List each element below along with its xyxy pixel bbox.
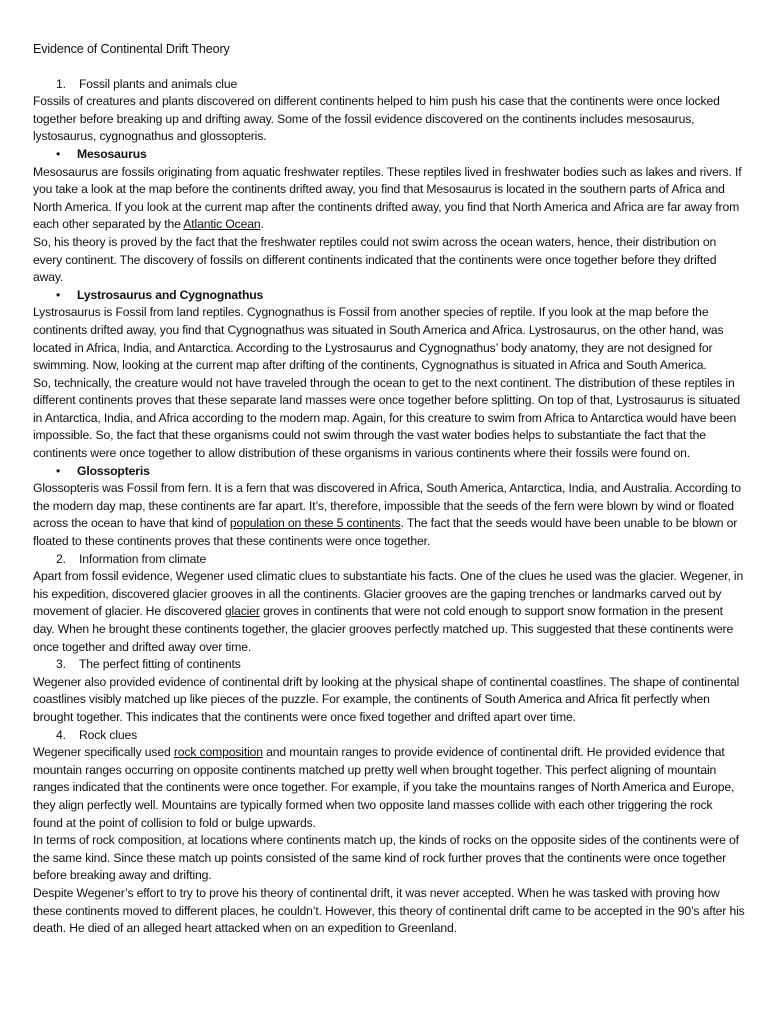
text-run: Glossopteris was Fossil from fern. It is a fern that was discovered in Africa, South America, Antarctica, India, and Australia. According to the modern day map, these continents are far apart. It’s, therefore, impossible that the seeds of the fern were blown by wind or floated across the ocean to have that kind of bbox=[33, 481, 741, 531]
paragraph-lystrosaurus-1: Lystrosaurus is Fossil from land reptiles. Cygnognathus is Fossil from another species of reptile. If you look at the map before the continents drifted away, you find that Cygnognathus was situated in South America and Africa. Lystrosaurus, on the other hand, was located in Africa, India, and Antarctica. According to the Lystrosaurus and Cygnognathus’ body anatomy, they are not designed for swimming. Now, looking at the current map after drifting of the continents, Cygnognathus is situated in Africa and South America. bbox=[33, 305, 724, 373]
text-run: Wegener specifically used bbox=[33, 745, 174, 760]
text-run: groves in continents that were not cold enough to support snow formation in the present day. When he brought these continents together, the glacier grooves perfectly matched up. This suggested that these continents were once together and drifted away over time. bbox=[33, 604, 734, 654]
section-heading-fossils bbox=[33, 76, 745, 94]
subheading-text: Lystrosaurus and Cygnognathus bbox=[77, 287, 264, 302]
link-atlantic-ocean[interactable]: Atlantic Ocean bbox=[183, 217, 261, 232]
section-heading-text: Rock clues bbox=[79, 727, 138, 742]
paragraph-fossils-intro: Fossils of creatures and plants discovered on different continents helped to him push his case that the continents were once locked together before breaking up and drifting away. Some of the fossil evidence discovered on the continents includes mesosaurus, lystosaurus, cygnognathus and glossopteris. bbox=[33, 94, 720, 144]
paragraph-glossopteris bbox=[33, 480, 745, 550]
section-number: 1. bbox=[56, 76, 66, 91]
section-number: 2. bbox=[56, 551, 66, 566]
paragraph-mesosaurus-1 bbox=[33, 164, 745, 234]
section-heading-text: Information from climate bbox=[79, 551, 207, 566]
link-population-continents[interactable]: population on these 5 continents bbox=[229, 516, 401, 531]
link-rock-composition[interactable]: rock composition bbox=[173, 745, 263, 760]
section-number: 4. bbox=[56, 727, 66, 742]
text-run: . The fact that the seeds would have been unable to be blown or floated to these continents proves that these continents were once together. bbox=[33, 516, 738, 549]
paragraph-rock-2: In terms of rock composition, at locations where continents match up, the kinds of rocks on the opposite sides of the continents were of the same kind. Since these match up points consisted of the same kind of rock further proves that the continents were once together before breaking away and drifting. bbox=[33, 833, 739, 883]
bullet-icon: • bbox=[56, 463, 61, 478]
section-heading-text: The perfect fitting of continents bbox=[79, 657, 241, 672]
subheading-mesosaurus bbox=[33, 146, 745, 164]
text-run: Mesosaurus are fossils originating from aquatic freshwater reptiles. These reptiles lived in freshwater bodies such as lakes and rivers. If you take a look at the map before the continents drifted away, you find that Mesosaurus is located in the southern parts of Africa and North America. If you look at the current map after the continents drifted away, you find that North America and Africa are far away from each other separated by the bbox=[33, 164, 742, 232]
document-title: Evidence of Continental Drift Theory bbox=[33, 42, 230, 56]
subheading-lystrosaurus bbox=[33, 287, 745, 305]
paragraph-lystrosaurus-2: So, technically, the creature would not have traveled through the ocean to get to the next continent. The distribution of these reptiles in different continents proves that these separate land masses were once together before splitting. On top of that, Lystrosaurus is situated in Antarctica, India, and Africa according to the modern map. Again, for this creature to swim from Africa to Antarctica would have been impossible. So, the fact that these organisms could not swim through the vast water bodies helps to substantiate the fact that the continents were once together to allow distribution of these organisms in various continents where their fossils were found on. bbox=[33, 375, 741, 461]
text-run: . bbox=[260, 217, 264, 232]
section-heading-climate bbox=[33, 551, 745, 569]
paragraph-mesosaurus-2: So, his theory is proved by the fact that the freshwater reptiles could not swim across the ocean waters, hence, their distribution on every continent. The discovery of fossils on different continents indicated that the continents were once together before they drifted away. bbox=[33, 234, 717, 285]
bullet-icon: • bbox=[56, 146, 61, 161]
document-page bbox=[33, 41, 745, 938]
section-heading-rock-clues bbox=[33, 727, 745, 745]
paragraph-rock-3: Despite Wegener’s effort to try to prove his theory of continental drift, it was never accepted. When he was tasked with proving how these continents moved to different places, he couldn’t. However, this theory of continental drift came to be accepted in the 90’s after his death. He died of an alleged heart attacked when on an expedition to Greenland. bbox=[33, 885, 745, 936]
subheading-glossopteris bbox=[33, 463, 745, 481]
paragraph-climate bbox=[33, 568, 745, 656]
paragraph-rock-1 bbox=[33, 744, 745, 832]
subheading-text: Mesosaurus bbox=[77, 146, 147, 161]
link-glacier[interactable]: glacier bbox=[224, 604, 260, 619]
subheading-text: Glossopteris bbox=[77, 463, 150, 478]
section-number: 3. bbox=[56, 657, 66, 672]
bullet-icon: • bbox=[56, 287, 61, 302]
text-run: and mountain ranges to provide evidence of continental drift. He provided evidence that mountain ranges occurring on opposite continents matched up pretty well when brought together. This perfect aligning of mountain ranges indicated that the continents were once together. For example, if you take the mountains ranges of North America and Europe, they align perfectly well. Mountains are typically formed when two opposite land masses collide with each other triggering the rock found at the point of collision to fold or bulge upwards. bbox=[33, 745, 735, 830]
section-heading-fitting bbox=[33, 656, 745, 674]
paragraph-fitting: Wegener also provided evidence of continental drift by looking at the physical shape of continental coastlines. The shape of continental coastlines visibly matched up like pieces of the puzzle. For example, the continents of South America and Africa fit perfectly when brought together. This indicates that the continents were once fixed together and drifted apart over time. bbox=[33, 674, 740, 724]
text-run: Apart from fossil evidence, Wegener used climatic clues to substantiate his facts. One of the clues he used was the glacier. Wegener, in his expedition, discovered glacier grooves in all the continents. Glacier grooves are the gaping trenches or landmarks carved out by movement of glacier. He discovered bbox=[33, 569, 744, 619]
section-heading-text: Fossil plants and animals clue bbox=[79, 76, 238, 91]
